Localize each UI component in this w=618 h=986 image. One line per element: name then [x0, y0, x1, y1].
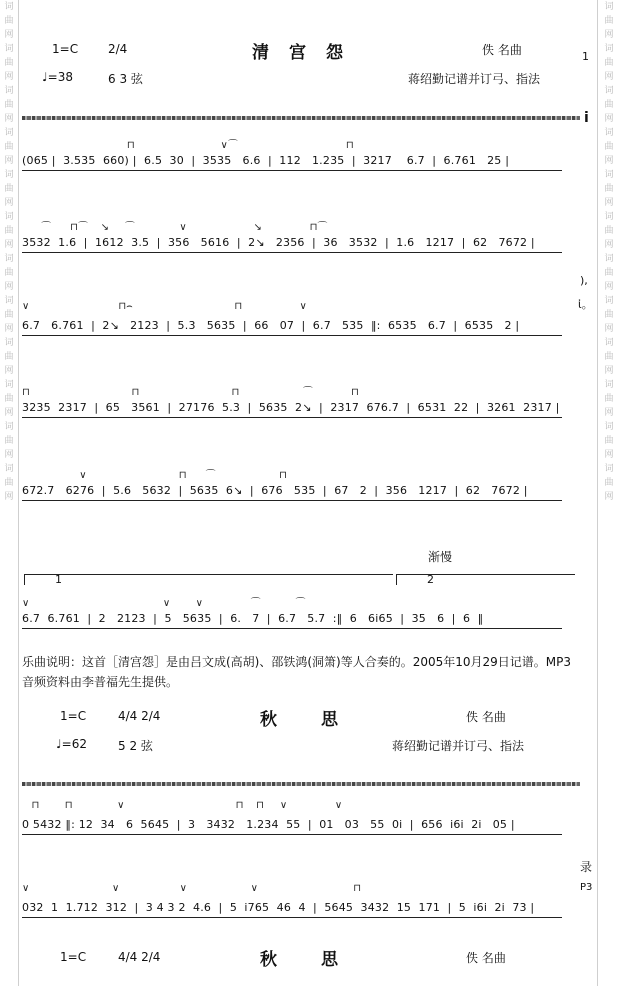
piece2-system-2: [22, 883, 582, 927]
bowing-marks: ∨ ⊓⌢ ⊓ ∨: [22, 301, 307, 312]
piece2-title: 秋思: [260, 710, 382, 730]
right-fragment-1: 1: [582, 50, 589, 63]
piece2-system-1: [22, 800, 582, 844]
bowing-marks: ⊓ ⊓ ∨ ⊓ ⊓ ∨ ∨: [22, 800, 343, 811]
piece2-meter: 4/4 2/4: [118, 709, 161, 723]
notation-line: 3532 1.6 | 1612 3.5 | 356 5616 | 2↘ 2356 | 36 3532 | 1.6 1217 | 62 7672 |: [22, 236, 535, 249]
underline: [22, 252, 562, 253]
piece3-key: 1=C: [60, 950, 87, 964]
piece1-system-4: [22, 387, 582, 427]
right-fragment-6: P3: [580, 882, 593, 893]
left-watermark: 词曲网词曲网词曲网词曲网词曲网词曲网词曲网词曲网词曲网词曲网词曲网词曲网: [4, 2, 14, 502]
piece2-composer: 佚 名曲: [466, 710, 506, 724]
notation-line: 0 5432 ‖: 12 34 6 5645 | 3 3432 1.234 55 | 01 03 55 0i | 656 i6i 2i 05 |: [22, 818, 515, 831]
piece1-system-2: [22, 222, 582, 262]
right-fragment-3: ),: [580, 274, 588, 287]
piece1-meter: 2/4: [108, 42, 128, 56]
piece1-system-6: [22, 598, 582, 638]
right-fragment-2: i: [584, 110, 589, 126]
volta-2-label: 2: [427, 573, 434, 586]
underline: [22, 500, 562, 501]
piece2-separator: [22, 782, 580, 786]
piece1-system-5: [22, 470, 582, 510]
notation-line: 3235 2317 | 65 3561 | 27176 5.3 | 5635 2↘ | 2317 676.7 | 6531 22 | 3261 2317 |: [22, 401, 560, 414]
piece1-description: 乐曲说明：这首［清宫怨］是由吕文成(高胡)、邵铁鸿(洞箫)等人合奏的。2005年10月29日记谱。MP3音频资料由李普福先生提供。: [22, 655, 572, 689]
bowing-marks: ∨ ∨ ∨ ∨ ⊓: [22, 883, 362, 894]
piece1-title: 清宫怨: [252, 43, 363, 63]
notation-line: 6.7 6.761 | 2↘ 2123 | 5.3 5635 | 66 07 | 6.7 535 ‖: 6535 6.7 | 6535 2 |: [22, 319, 520, 332]
piece1-separator: [22, 116, 580, 120]
piece1-arranger: 蒋绍勤记谱并订弓、指法: [408, 72, 541, 86]
piece3-composer: 佚 名曲: [466, 951, 506, 965]
right-fragment-4: ἰ。: [578, 298, 593, 311]
left-margin-line: [18, 0, 19, 986]
notation-line: 032 1 1.712 312 | 3 4 3 2 4.6 | 5 i765 46 4 | 5645 3432 15 171 | 5 i6i 2i 73 |: [22, 901, 535, 914]
underline: [22, 917, 562, 918]
underline: [22, 834, 562, 835]
volta-1: [24, 574, 393, 585]
piece1-composer: 佚 名曲: [482, 43, 522, 57]
notation-line: 6.7 6.761 | 2 2123 | 5 5635 | 6. 7 | 6.7 5.7 :‖ 6 6i65 | 35 6 | 6 ‖: [22, 612, 484, 625]
piece3-meter: 4/4 2/4: [118, 950, 161, 964]
underline: [22, 417, 562, 418]
piece1-key: 1=C: [52, 42, 79, 56]
underline: [22, 170, 562, 171]
right-fragment-5: 录: [580, 860, 593, 874]
bowing-marks: ⌒ ⊓⌒ ↘ ⌒ ∨ ↘ ⊓⌒: [22, 222, 328, 233]
piece1-system-3: [22, 301, 582, 345]
piece1-tempo: ♩=38: [42, 70, 73, 84]
bowing-marks: ⊓ ∨⌒ ⊓: [22, 140, 354, 151]
piece1-system-1: [22, 140, 582, 180]
bowing-marks: ∨ ⊓ ⌒ ⊓: [22, 470, 287, 481]
notation-line: (065 | 3.535 660) | 6.5 30 | 3535 6.6 | 112 1.235 | 3217 6.7 | 6.761 25 |: [22, 154, 510, 167]
piece2-key: 1=C: [60, 709, 87, 723]
piece2-tuning: 5 2 弦: [118, 739, 153, 753]
right-margin-line: [597, 0, 598, 986]
piece2-arranger: 蒋绍勤记谱并订弓、指法: [392, 739, 525, 753]
bowing-marks: ⊓ ⊓ ⊓ ⌒ ⊓: [22, 387, 359, 398]
tempo-change: 渐慢: [428, 550, 453, 564]
volta-1-label: 1: [55, 573, 62, 586]
piece2-tempo: ♩=62: [56, 737, 87, 751]
bowing-marks: ∨ ∨ ∨ ⌒ ⌒: [22, 598, 306, 609]
volta-2: [396, 574, 575, 585]
piece3-title: 秋思: [260, 950, 382, 970]
underline: [22, 335, 562, 336]
underline: [22, 628, 562, 629]
piece1-tuning: 6 3 弦: [108, 72, 143, 86]
right-watermark: 词曲网词曲网词曲网词曲网词曲网词曲网词曲网词曲网词曲网词曲网词曲网词曲网: [604, 2, 614, 502]
notation-line: 672.7 6276 | 5.6 5632 | 5635 6↘ | 676 535 | 67 2 | 356 1217 | 62 7672 |: [22, 484, 528, 497]
